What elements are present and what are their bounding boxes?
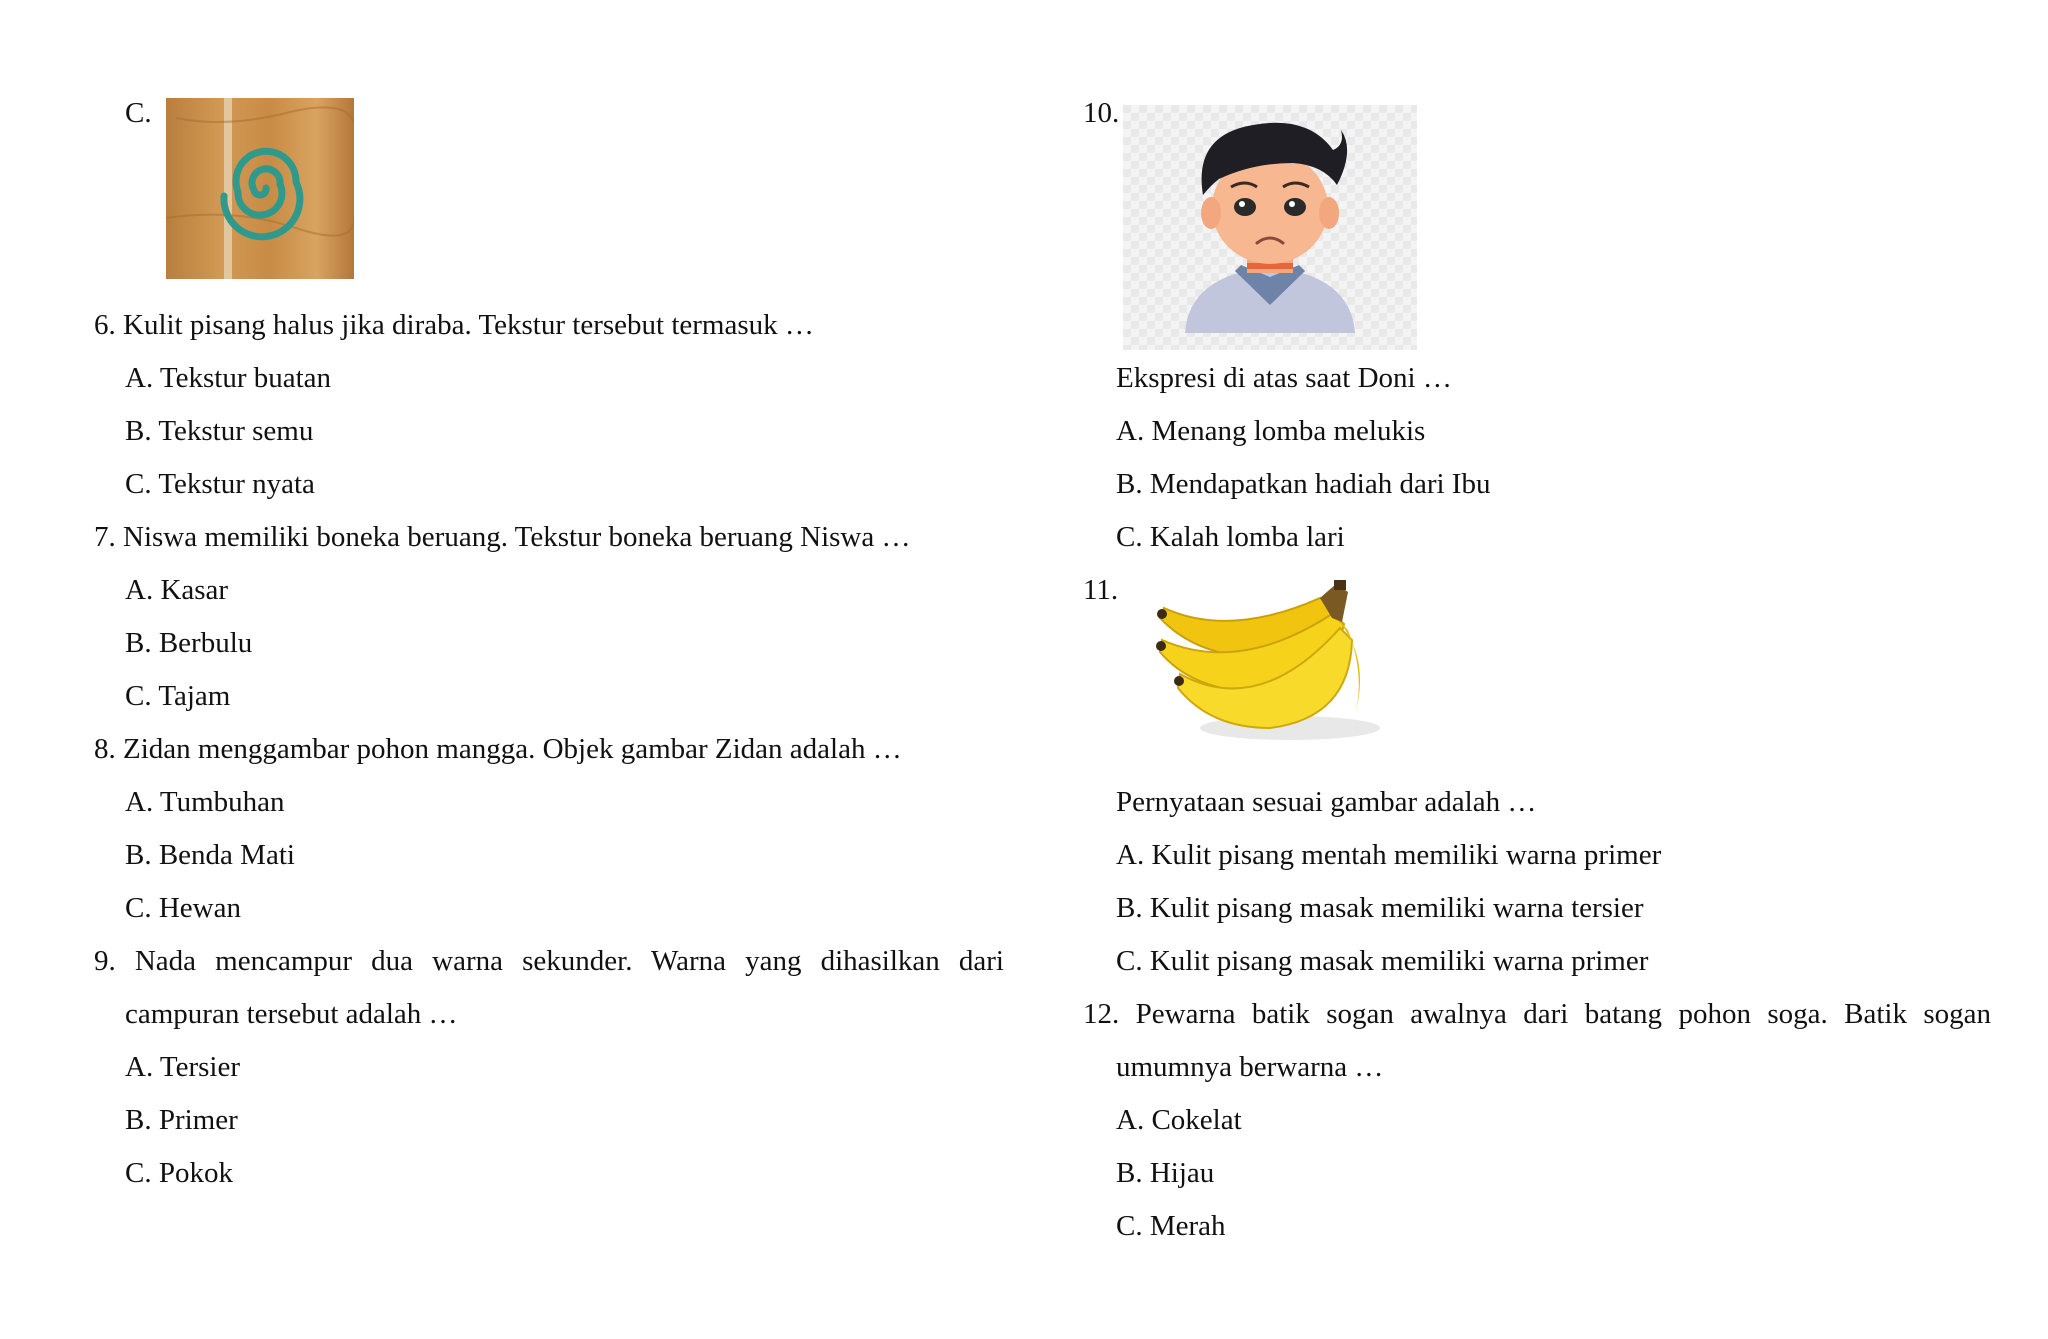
q9-option-c: C. Pokok (125, 1157, 233, 1189)
q9-question-line2: campuran tersebut adalah … (125, 998, 458, 1030)
q7-option-c: C. Tajam (125, 680, 231, 712)
q7-option-b: B. Berbulu (125, 627, 253, 659)
q9-option-a: A. Tersier (125, 1051, 241, 1083)
q9-option-b: B. Primer (125, 1104, 238, 1136)
q9-question-line1: 9. Nada mencampur dua warna sekunder. Warna yang dihasilkan dari (94, 945, 1004, 977)
mosquito-coil-image (166, 98, 354, 279)
q5-option-c-label: C. (125, 97, 152, 129)
q11-option-b: B. Kulit pisang masak memiliki warna tersier (1116, 892, 1644, 924)
q12-option-a: A. Cokelat (1116, 1104, 1242, 1136)
q6-question: 6. Kulit pisang halus jika diraba. Tekstur tersebut termasuk … (94, 309, 814, 341)
q6-option-c: C. Tekstur nyata (125, 468, 315, 500)
q12-option-c: C. Merah (1116, 1210, 1226, 1242)
q10-question: Ekspresi di atas saat Doni … (1116, 362, 1452, 394)
q11-question: Pernyataan sesuai gambar adalah … (1116, 786, 1537, 818)
sad-boy-image (1123, 105, 1417, 350)
bananas-image (1140, 578, 1415, 744)
q11-number: 11. (1083, 574, 1119, 606)
q10-option-c: C. Kalah lomba lari (1116, 521, 1345, 553)
q8-question: 8. Zidan menggambar pohon mangga. Objek gambar Zidan adalah … (94, 733, 902, 765)
q12-question-line1: 12. Pewarna batik sogan awalnya dari batang pohon soga. Batik sogan (1083, 998, 1991, 1030)
q10-option-b: B. Mendapatkan hadiah dari Ibu (1116, 468, 1491, 500)
q8-option-b: B. Benda Mati (125, 839, 295, 871)
q11-option-c: C. Kulit pisang masak memiliki warna primer (1116, 945, 1649, 977)
q8-option-a: A. Tumbuhan (125, 786, 285, 818)
q12-question-line2: umumnya berwarna … (1116, 1051, 1384, 1083)
q7-option-a: A. Kasar (125, 574, 229, 606)
q7-question: 7. Niswa memiliki boneka beruang. Tekstur boneka beruang Niswa … (94, 521, 911, 553)
q10-option-a: A. Menang lomba melukis (1116, 415, 1426, 447)
q10-number: 10. (1083, 97, 1120, 129)
q12-option-b: B. Hijau (1116, 1157, 1215, 1189)
q6-option-a: A. Tekstur buatan (125, 362, 332, 394)
q11-option-a: A. Kulit pisang mentah memiliki warna primer (1116, 839, 1662, 871)
q8-option-c: C. Hewan (125, 892, 241, 924)
q6-option-b: B. Tekstur semu (125, 415, 314, 447)
